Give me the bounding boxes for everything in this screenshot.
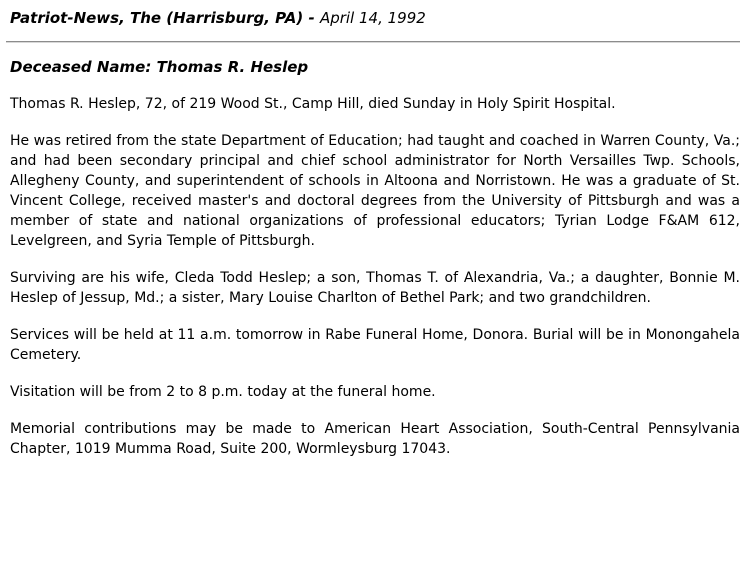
obituary-body: [10, 57, 740, 476]
article-header: [10, 8, 426, 28]
paragraph-visitation: Visitation will be from 2 to 8 p.m. today at the funeral home.: [10, 384, 436, 400]
paragraph-memorial: Memorial contributions may be made to American Heart Association, South-Central Pennsylvania Chapter, 1019 Mumma Road, Suite 200, Wormleysburg 17043.: [10, 421, 740, 457]
paragraph-career: He was retired from the state Department of Education; had taught and coached in Warren County, Va.; and had been secondary principal and chief school administrator for North Versailles Twp. Schools, Allegheny County, and superintendent of schools in Altoona and Norristown. He was a graduate of St. Vincent College, received master's and doctoral degrees from the University of Pittsburgh and was a member of state and national organizations of professional educators; Tyrian Lodge F&AM 612, Levelgreen, and Syria Temple of Pittsburgh.: [10, 133, 740, 249]
header-separator: -: [303, 9, 320, 27]
newspaper-source: Patriot-News, The (Harrisburg, PA): [10, 9, 304, 27]
paragraph-survivors: Surviving are his wife, Cleda Todd Heslep; a son, Thomas T. of Alexandria, Va.; a daughter, Bonnie M. Heslep of Jessup, Md.; a sister, Mary Louise Charlton of Bethel Park; and two grandchildren.: [10, 270, 740, 306]
header-divider: [6, 41, 740, 43]
deceased-name: Deceased Name: Thomas R. Heslep: [10, 58, 309, 76]
paragraph-death-notice: Thomas R. Heslep, 72, of 219 Wood St., Camp Hill, died Sunday in Holy Spirit Hospital.: [10, 96, 616, 112]
publication-date: April 14, 1992: [319, 9, 426, 27]
paragraph-services: Services will be held at 11 a.m. tomorrow in Rabe Funeral Home, Donora. Burial will be in Monongahela Cemetery.: [10, 327, 740, 363]
